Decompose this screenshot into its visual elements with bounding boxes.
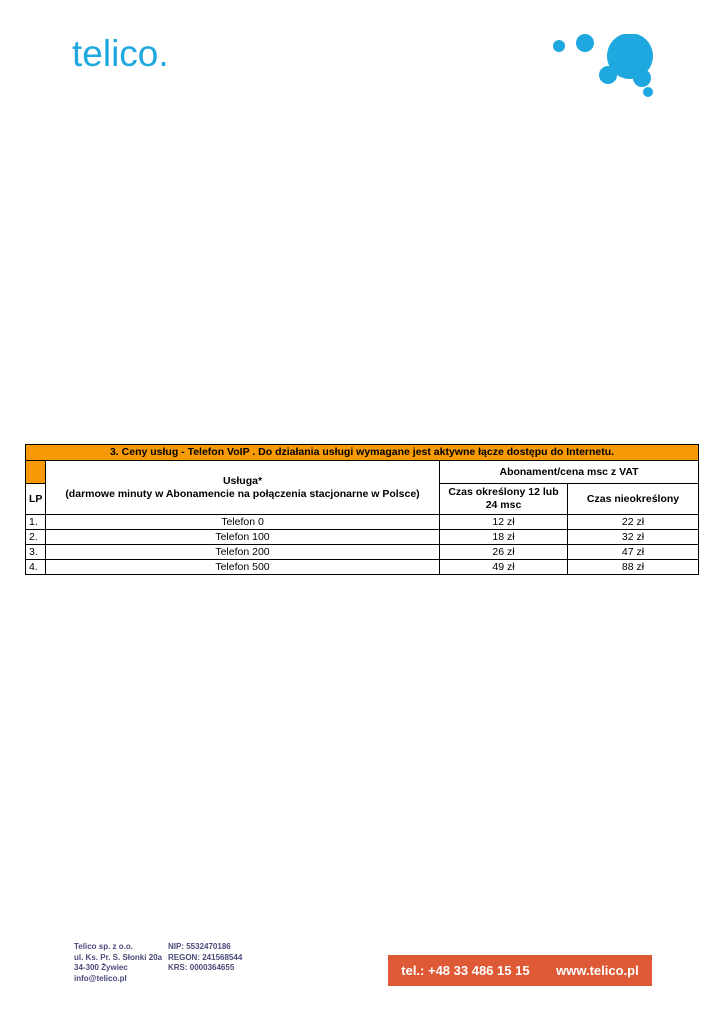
fixed-term-header: Czas określony 12 lub 24 msc: [440, 484, 568, 515]
company-logo: telico.: [72, 33, 169, 74]
lp-header: LP: [26, 484, 46, 515]
footer-registration: [168, 942, 242, 974]
footer-contact-bar: [388, 955, 652, 986]
footer-city: 34-300 Żywiec: [74, 963, 128, 972]
row-fixed-price: 18 zł: [440, 530, 568, 545]
row-lp: 2.: [26, 530, 46, 545]
price-table: [25, 444, 699, 575]
footer-company: Telico sp. z o.o.: [74, 942, 133, 951]
row-lp: 4.: [26, 560, 46, 575]
footer-regon: REGON: 241568544: [168, 952, 243, 962]
row-fixed-price: 12 zł: [440, 515, 568, 530]
bubbles-logo-icon: [548, 34, 658, 100]
footer-street: ul. Ks. Pr. S. Słonki 20a: [74, 952, 163, 962]
table-row: [26, 530, 699, 545]
footer-email: info@telico.pl: [74, 973, 127, 983]
row-service: Telefon 0: [46, 515, 440, 530]
footer-phone: tel.: +48 33 486 15 15: [401, 963, 530, 978]
footer-nip: NIP: 5532470186: [168, 942, 231, 951]
service-header-title: Usługa*: [222, 474, 263, 487]
footer-address: [74, 942, 162, 984]
row-indefinite-price: 22 zł: [568, 515, 699, 530]
row-indefinite-price: 32 zł: [568, 530, 699, 545]
row-fixed-price: 49 zł: [440, 560, 568, 575]
row-lp: 1.: [26, 515, 46, 530]
row-service: Telefon 500: [46, 560, 440, 575]
table-title: 3. Ceny usług - Telefon VoIP . Do działania usługi wymagane jest aktywne łącze dostępu do Internetu.: [26, 445, 699, 461]
service-header-subtitle: (darmowe minuty w Abonamencie na połączenia stacjonarne w Polsce): [65, 487, 420, 500]
row-service: Telefon 100: [46, 530, 440, 545]
lp-header-top: [26, 461, 46, 484]
table-row: [26, 560, 699, 575]
row-lp: 3.: [26, 545, 46, 560]
row-service: Telefon 200: [46, 545, 440, 560]
row-fixed-price: 26 zł: [440, 545, 568, 560]
footer-website: www.telico.pl: [556, 963, 639, 978]
price-group-header: Abonament/cena msc z VAT: [440, 461, 699, 484]
row-indefinite-price: 47 zł: [568, 545, 699, 560]
service-header: [46, 461, 440, 515]
indefinite-header: Czas nieokreślony: [568, 484, 699, 515]
table-row: [26, 545, 699, 560]
footer-krs: KRS: 0000364655: [168, 963, 235, 972]
table-title-row: [26, 445, 699, 461]
table-row: [26, 515, 699, 530]
row-indefinite-price: 88 zł: [568, 560, 699, 575]
